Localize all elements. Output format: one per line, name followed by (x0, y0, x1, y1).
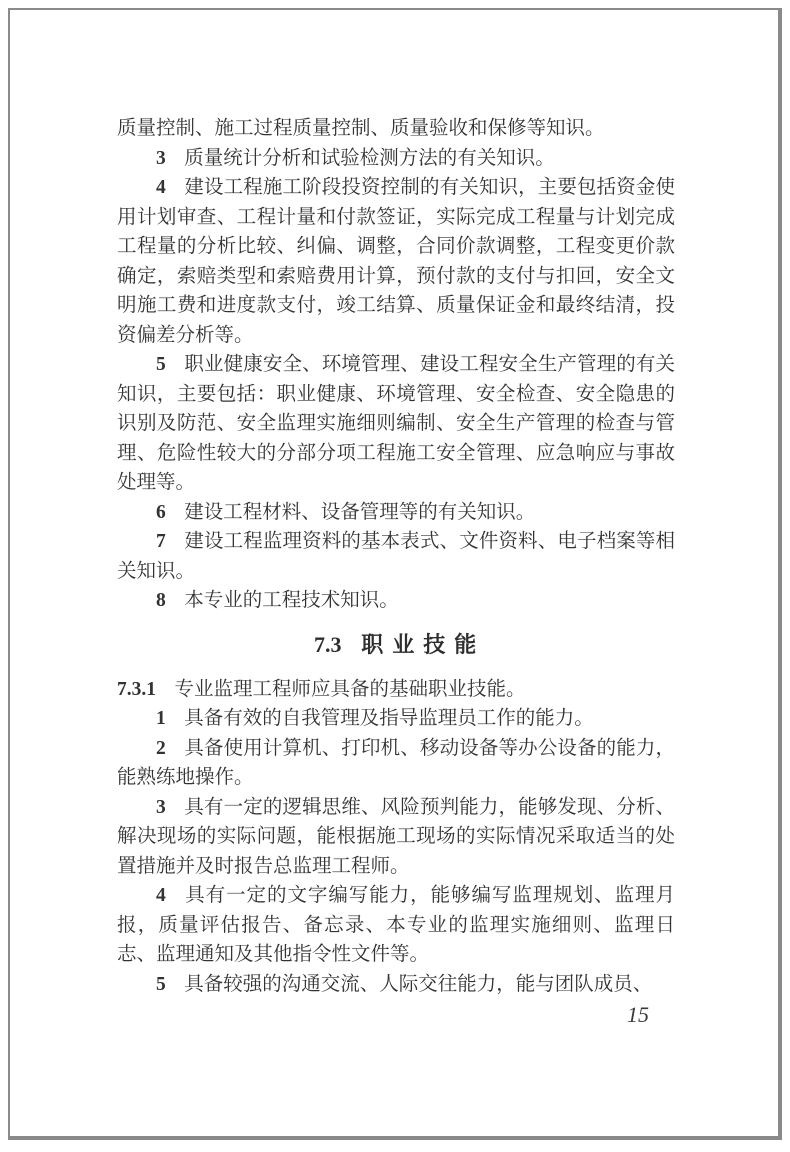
paragraph-continuation (117, 114, 675, 144)
item-text: 建设工程监理资料的基本表式、文件资料、电子档案等相关知识。 (117, 531, 675, 582)
item-number: 2 (156, 737, 166, 759)
item-number: 1 (156, 708, 166, 729)
item-text: 建设工程材料、设备管理等的有关知识。 (184, 501, 536, 523)
item-text: 质量统计分析和试验检测方法的有关知识。 (184, 147, 555, 169)
list-item (117, 586, 675, 616)
paragraph-text: 质量控制、施工过程质量控制、质量验收和保修等知识。 (117, 118, 605, 139)
list-item (117, 704, 675, 734)
list-item (117, 734, 675, 793)
item-number: 4 (156, 177, 166, 198)
clause-paragraph (117, 675, 675, 705)
list-item (117, 793, 675, 882)
section-number: 7.3 (313, 631, 342, 657)
list-item (117, 527, 675, 586)
page-number: 15 (627, 1002, 649, 1027)
clause-number: 7.3.1 (117, 678, 156, 700)
list-item (117, 881, 675, 970)
list-item (117, 498, 675, 528)
item-text: 职业健康安全、环境管理、建设工程安全生产管理的有关知识，主要包括：职业健康、环境管理、安全检查、安全隐患的识别及防范、安全监理实施细则编制、安全生产管理的检查与管理、危险性较大的分部分项工程施工安全管理、应急响应与事故处理等。 (117, 354, 675, 493)
list-item (117, 350, 675, 498)
item-text: 具有一定的文字编写能力，能够编写监理规划、监理月报，质量评估报告、备忘录、本专业的监理实施细则、监理日志、监理通知及其他指令性文件等。 (117, 885, 675, 965)
section-title: 职 业 技 能 (361, 631, 479, 657)
section-heading (117, 630, 675, 660)
item-number: 3 (156, 147, 166, 169)
list-item (117, 173, 675, 350)
list-item (117, 144, 675, 174)
item-number: 7 (156, 531, 166, 552)
item-number: 5 (156, 354, 166, 375)
item-text: 本专业的工程技术知识。 (184, 590, 399, 611)
item-text: 具备较强的沟通交流、人际交往能力，能与团队成员、 (184, 973, 653, 995)
item-number: 5 (156, 973, 166, 995)
scanned-page-frame (8, 8, 782, 1140)
item-text: 建设工程施工阶段投资控制的有关知识，主要包括资金使用计划审查、工程计量和付款签证，实际完成工程量与计划完成工程量的分析比较、纠偏、调整，合同价款调整，工程变更价款确定，索赔类型和索赔费用计算，预付款的支付与扣回，安全文明施工费和进度款支付，竣工结算、质量保证金和最终结清，投资偏差分析等。 (117, 177, 675, 346)
item-number: 4 (156, 885, 166, 906)
item-number: 8 (156, 590, 166, 611)
item-text: 具备使用计算机、打印机、移动设备等办公设备的能力，能熟练地操作。 (117, 737, 675, 788)
list-item (117, 970, 675, 1000)
item-text: 具备有效的自我管理及指导监理员工作的能力。 (184, 708, 594, 729)
item-number: 6 (156, 501, 166, 523)
clause-text: 专业监理工程师应具备的基础职业技能。 (174, 678, 526, 700)
item-number: 3 (156, 796, 166, 818)
item-text: 具有一定的逻辑思维、风险预判能力，能够发现、分析、解决现场的实际问题，能根据施工现场的实际情况采取适当的处置措施并及时报告总监理工程师。 (117, 796, 675, 877)
page-body-text (117, 114, 675, 999)
